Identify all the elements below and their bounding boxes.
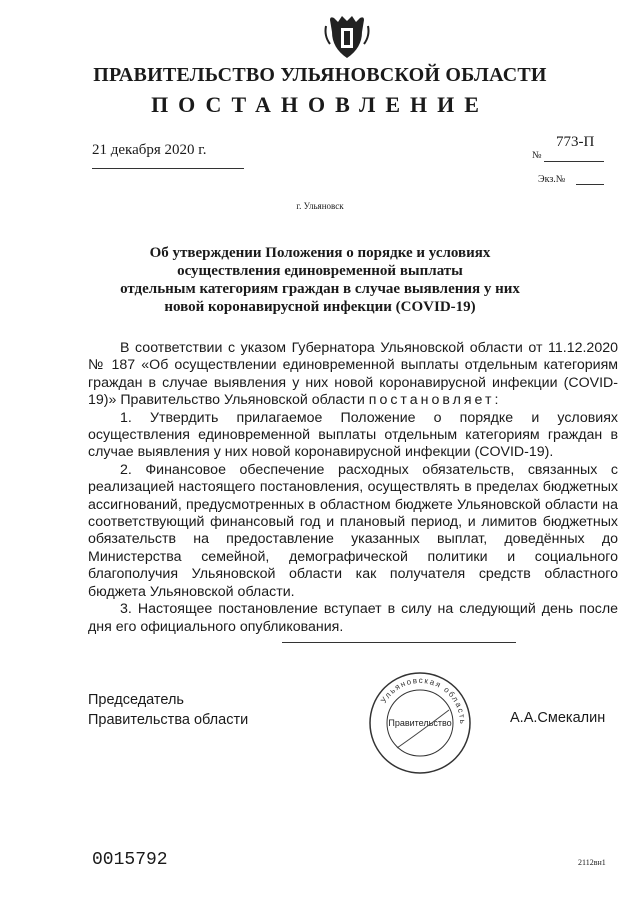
signatory-title [88,690,248,730]
coat-of-arms-icon [322,12,372,62]
subject-line: осуществления единовременной выплаты [177,263,463,279]
subject-line: Об утверждении Положения о порядке и условиях [149,245,491,261]
resolves-word: постановляет: [368,392,502,409]
clause-1: 1. Утвердить прилагаемое Положение о порядке и условиях осуществления единовременной выплаты отдельным категориям граждан в случае выявления у них новой коронавирусной инфекции (COVID-19). [88,409,618,461]
document-number: 773-П [556,134,595,150]
date-underline [92,168,244,169]
intro-text: В соответствии с указом Губернатора Ульяновской области от 11.12.2020 № 187 «Об осуществлении единовременной выплаты отдельным категориям граждан в случае выявления у них новой коронавирусной инфекции (COVID-19)» Правительство Ульяновской области [88,340,618,409]
signatory-name: А.А.Смекалин [510,710,606,726]
copy-number-underline [576,184,604,185]
signatory-title-line: Правительства области [88,712,249,728]
separator-line [282,642,516,643]
serial-number: 0015792 [92,850,168,870]
number-label: № [532,150,542,161]
official-seal-stamp [365,668,475,778]
copy-number-label: Экз.№ [538,174,566,185]
subject-line: отдельным категориям граждан в случае выявления у них [120,281,520,297]
clause-2: 2. Финансовое обеспечение расходных обязательств, связанных с реализацией настоящего постановления, осуществлять в пределах бюджетных ассигнований, предусмотренных в областном бюджете Ульяновской области на соответствующий финансовый год и плановый период, и лимитов бюджетных обязательств на предоставление указанных выплат, доведённых до Министерства семейной, демографической политики и социального благополучия Ульяновской области как получателя средств областного бюджета Ульяновской области. [88,461,618,600]
svg-text:Ульяновская область: Ульяновская область [378,675,468,726]
signatory-title-line: Председатель [88,692,184,708]
clause-3: 3. Настоящее постановление вступает в силу на следующий день после дня его официального опубликования. [88,601,618,635]
number-underline [544,161,604,162]
subject-line: новой коронавирусной инфекции (COVID-19) [164,299,476,315]
intro-paragraph [88,340,618,410]
organization-title: ПРАВИТЕЛЬСТВО УЛЬЯНОВСКОЙ ОБЛАСТИ [93,64,547,86]
print-code: 2112вн1 [578,858,606,867]
document-type: ПОСТАНОВЛЕНИЕ [151,92,489,117]
city-label: г. Ульяновск [296,201,344,211]
document-body [88,340,618,636]
document-subject [120,244,520,316]
document-date: 21 декабря 2020 г. [92,142,207,158]
svg-text:Правительство: Правительство [388,718,452,728]
